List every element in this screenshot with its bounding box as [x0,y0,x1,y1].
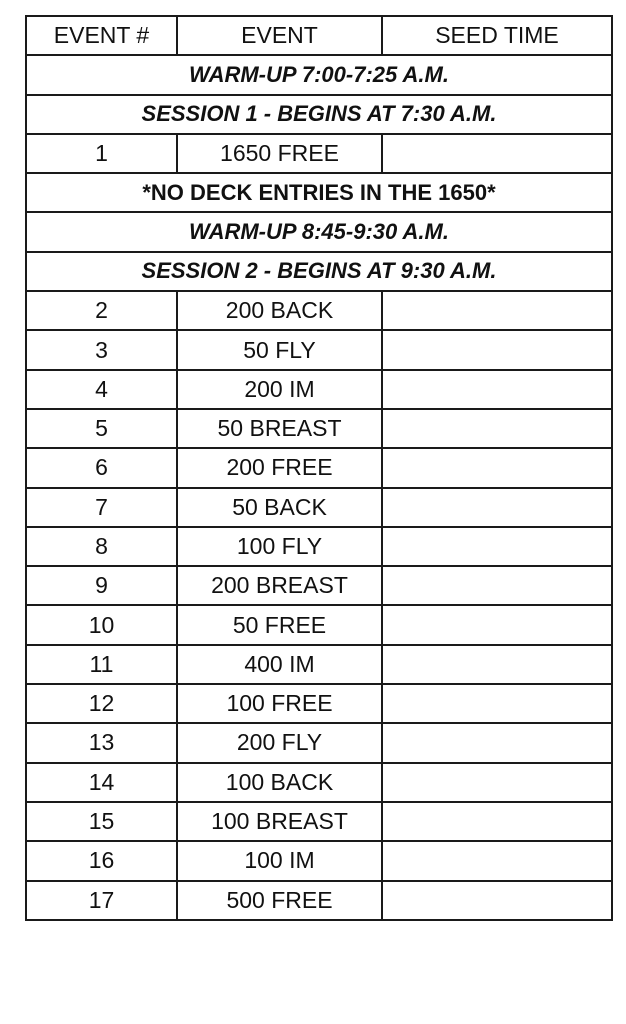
seed-time-cell[interactable] [382,330,612,369]
event-name: 200 BREAST [177,566,382,605]
event-entry-table [25,15,613,921]
event-row [26,605,612,644]
event-number: 15 [26,802,177,841]
event-number: 13 [26,723,177,762]
event-row [26,134,612,173]
session-1-banner: SESSION 1 - BEGINS AT 7:30 A.M. [26,95,612,134]
event-number: 11 [26,645,177,684]
event-row [26,527,612,566]
event-name: 200 FLY [177,723,382,762]
event-name: 100 BREAST [177,802,382,841]
event-number: 1 [26,134,177,173]
seed-time-cell[interactable] [382,291,612,330]
seed-time-cell[interactable] [382,881,612,920]
event-name: 200 FREE [177,448,382,487]
event-name: 50 FREE [177,605,382,644]
seed-time-cell[interactable] [382,841,612,880]
event-number: 2 [26,291,177,330]
event-number: 3 [26,330,177,369]
event-name: 500 FREE [177,881,382,920]
event-number: 7 [26,488,177,527]
event-number: 8 [26,527,177,566]
event-name: 200 IM [177,370,382,409]
event-row [26,645,612,684]
event-row [26,448,612,487]
warmup-2-banner: WARM-UP 8:45-9:30 A.M. [26,212,612,251]
seed-time-cell[interactable] [382,645,612,684]
event-name: 100 IM [177,841,382,880]
deck-entry-notice: *NO DECK ENTRIES IN THE 1650* [26,173,612,212]
event-row [26,566,612,605]
session-row [26,95,612,134]
event-number: 6 [26,448,177,487]
event-number: 5 [26,409,177,448]
event-number: 14 [26,763,177,802]
event-name: 50 FLY [177,330,382,369]
notice-row [26,173,612,212]
event-number: 10 [26,605,177,644]
event-number: 9 [26,566,177,605]
seed-time-cell[interactable] [382,488,612,527]
event-row [26,723,612,762]
seed-time-cell[interactable] [382,605,612,644]
event-name: 400 IM [177,645,382,684]
seed-time-cell[interactable] [382,370,612,409]
event-row [26,370,612,409]
session-row [26,252,612,291]
seed-time-cell[interactable] [382,763,612,802]
event-name: 1650 FREE [177,134,382,173]
seed-time-cell[interactable] [382,527,612,566]
session-2-banner: SESSION 2 - BEGINS AT 9:30 A.M. [26,252,612,291]
event-row [26,802,612,841]
event-row [26,330,612,369]
event-row [26,488,612,527]
seed-time-cell[interactable] [382,566,612,605]
event-row [26,881,612,920]
header-seed-time: SEED TIME [382,16,612,55]
seed-time-cell[interactable] [382,802,612,841]
event-number: 12 [26,684,177,723]
event-row [26,684,612,723]
seed-time-cell[interactable] [382,409,612,448]
event-name: 200 BACK [177,291,382,330]
event-row [26,841,612,880]
header-row [26,16,612,55]
event-number: 17 [26,881,177,920]
event-name: 100 FREE [177,684,382,723]
warmup-1-banner: WARM-UP 7:00-7:25 A.M. [26,55,612,94]
event-name: 100 FLY [177,527,382,566]
event-name: 50 BREAST [177,409,382,448]
warmup-row [26,212,612,251]
header-event-number: EVENT # [26,16,177,55]
seed-time-cell[interactable] [382,134,612,173]
event-name: 50 BACK [177,488,382,527]
event-row [26,291,612,330]
event-number: 4 [26,370,177,409]
event-row [26,409,612,448]
seed-time-cell[interactable] [382,448,612,487]
event-number: 16 [26,841,177,880]
event-name: 100 BACK [177,763,382,802]
seed-time-cell[interactable] [382,723,612,762]
event-row [26,763,612,802]
header-event: EVENT [177,16,382,55]
warmup-row [26,55,612,94]
seed-time-cell[interactable] [382,684,612,723]
